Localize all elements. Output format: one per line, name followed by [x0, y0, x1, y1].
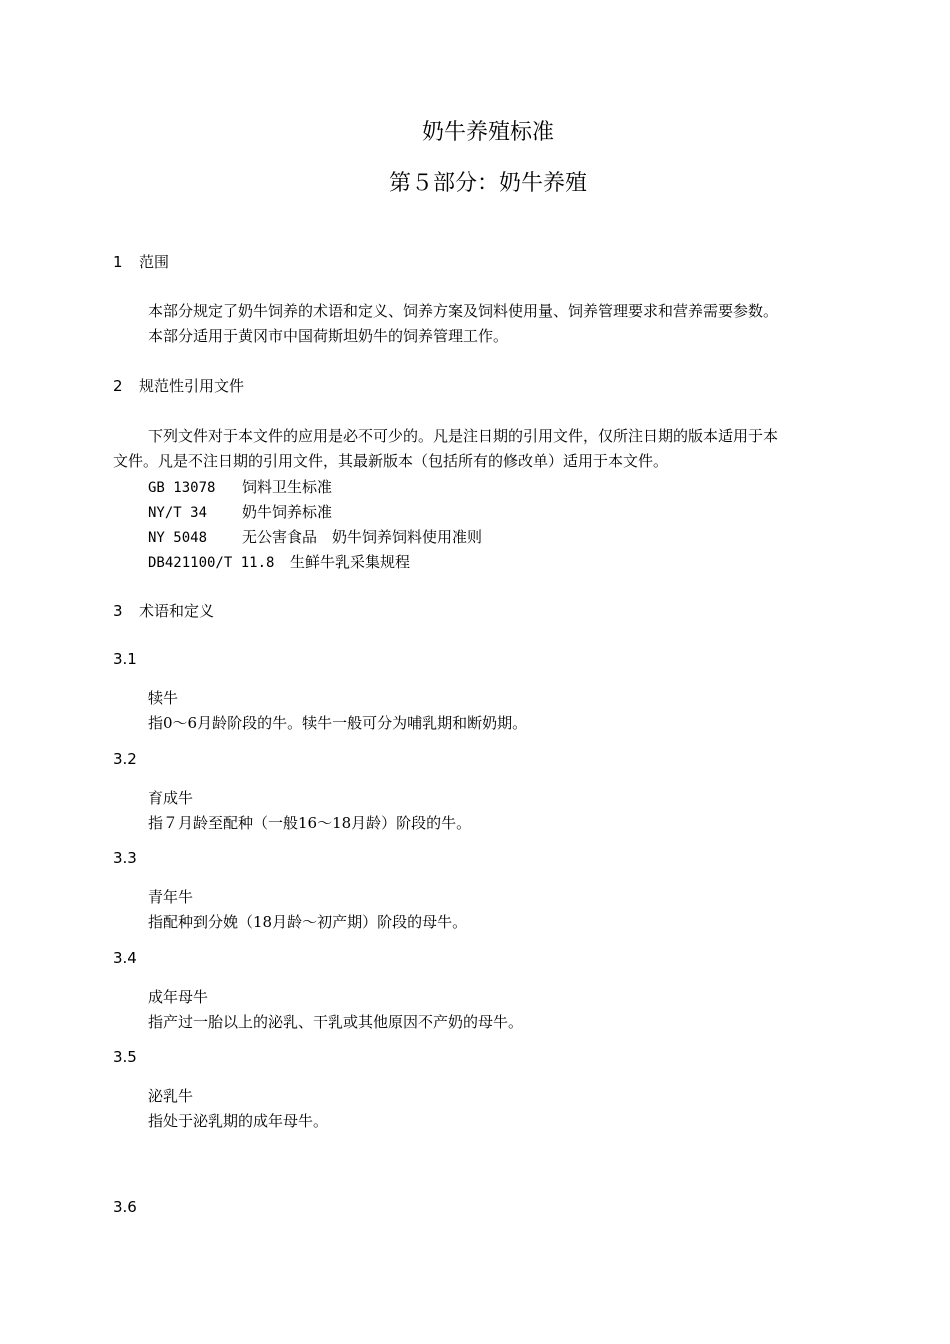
term-number: 3.3	[113, 849, 137, 867]
term-number: 3.5	[113, 1048, 137, 1066]
term-number: 3.1	[113, 650, 137, 668]
reference-code: NY/T 34	[148, 505, 208, 521]
section-title: 术语和定义	[139, 602, 215, 620]
term-name: 泌乳牛	[148, 1087, 194, 1105]
section-title: 规范性引用文件	[139, 377, 245, 395]
section-1-heading	[113, 251, 169, 272]
term-name: 育成牛	[148, 789, 194, 807]
term-number: 3.4	[113, 949, 137, 967]
reference-code: NY 5048	[148, 530, 208, 546]
section-number: 1	[113, 253, 123, 271]
reference-item	[148, 551, 410, 572]
term-definition: 指配种到分娩（18月龄～初产期）阶段的母牛。	[148, 913, 468, 931]
reference-code: GB 13078	[148, 480, 216, 496]
term-name: 成年母牛	[148, 988, 209, 1006]
section-2-heading	[113, 375, 244, 396]
term-name: 青年牛	[148, 888, 194, 906]
reference-title: 无公害食品 奶牛饲养饲料使用准则	[242, 528, 483, 546]
document-title: 奶牛养殖标准	[421, 120, 554, 145]
section-title: 范围	[139, 253, 170, 271]
section-number: 3	[113, 602, 123, 620]
term-number: 3.6	[113, 1198, 137, 1216]
reference-title: 饲料卫生标准	[242, 478, 333, 496]
term-definition: 指７月龄至配种（一般16～18月龄）阶段的牛。	[148, 814, 472, 832]
term-definition: 指产过一胎以上的泌乳、干乳或其他原因不产奶的母牛。	[148, 1013, 524, 1031]
paragraph-line: 文件。凡是不注日期的引用文件，其最新版本（包括所有的修改单）适用于本文件。	[113, 452, 669, 470]
term-number: 3.2	[113, 750, 137, 768]
paragraph: 本部分规定了奶牛饲养的术语和定义、饲养方案及饲料使用量、饲养管理要求和营养需要参数。	[148, 302, 779, 320]
reference-item	[148, 501, 332, 522]
reference-title: 奶牛饲养标准	[242, 503, 333, 521]
reference-item	[148, 526, 482, 547]
section-number: 2	[113, 377, 123, 395]
term-definition: 指处于泌乳期的成年母牛。	[148, 1112, 329, 1130]
reference-item	[148, 476, 332, 497]
paragraph-line: 下列文件对于本文件的应用是必不可少的。凡是注日期的引用文件，仅所注日期的版本适用于本	[148, 427, 779, 445]
reference-title: 生鲜牛乳采集规程	[290, 553, 411, 571]
paragraph: 本部分适用于黄冈市中国荷斯坦奶牛的饲养管理工作。	[148, 327, 509, 345]
term-name: 犊牛	[148, 689, 179, 707]
document-subtitle: 第５部分：奶牛养殖	[388, 171, 587, 196]
section-3-heading	[113, 600, 214, 621]
term-definition: 指0～6月龄阶段的牛。犊牛一般可分为哺乳期和断奶期。	[148, 714, 528, 732]
reference-code: DB421100/T 11.8	[148, 555, 275, 571]
